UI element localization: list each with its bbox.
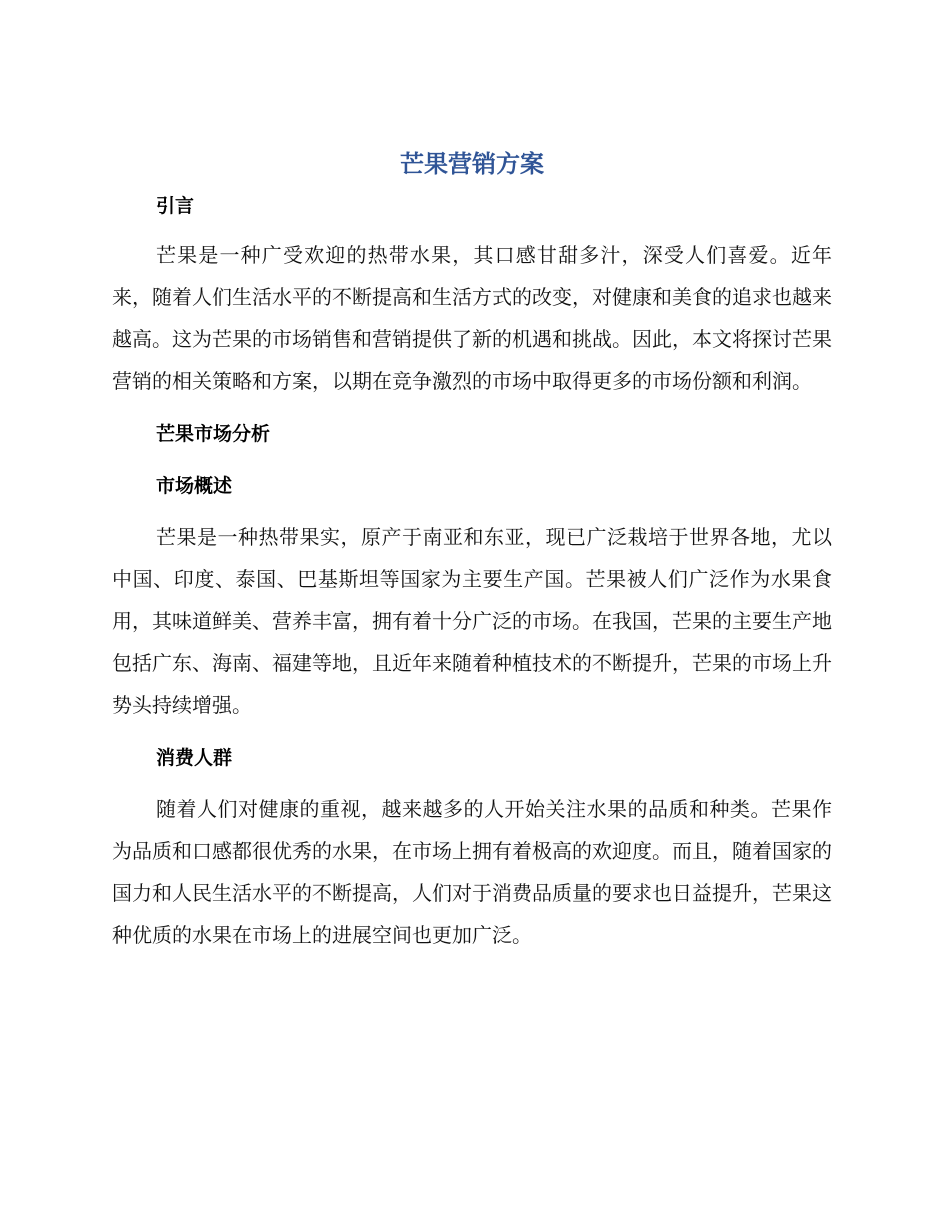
paragraph-market-overview: 芒果是一种热带果实，原产于南亚和东亚，现已广泛栽培于世界各地，尤以中国、印度、泰国、巴基斯坦等国家为主要生产国。芒果被人们广泛作为水果食用，其味道鲜美、营养丰富，拥有着十分广泛的市场。在我国，芒果的主要生产地包括广东、海南、福建等地，且近年来随着种植技术的不断提升，芒果的市场上升势头持续增强。 xyxy=(112,525,832,717)
section-heading-consumers: 消费人群 xyxy=(156,747,233,769)
document-body xyxy=(112,142,832,956)
section-heading-market-overview: 市场概述 xyxy=(156,475,233,497)
document-title: 芒果营销方案 xyxy=(400,150,544,178)
paragraph-introduction: 芒果是一种广受欢迎的热带水果，其口感甘甜多汁，深受人们喜爱。近年来，随着人们生活水平的不断提高和生活方式的改变，对健康和美食的追求也越来越高。这为芒果的市场销售和营销提供了新的机遇和挑战。因此，本文将探讨芒果营销的相关策略和方案，以期在竞争激烈的市场中取得更多的市场份额和利润。 xyxy=(112,243,832,393)
paragraph-consumers: 随着人们对健康的重视，越来越多的人开始关注水果的品质和种类。芒果作为品质和口感都很优秀的水果，在市场上拥有着极高的欢迎度。而且，随着国家的国力和人民生活水平的不断提高，人们对于消费品质量的要求也日益提升，芒果这种优质的水果在市场上的进展空间也更加广泛。 xyxy=(112,797,832,947)
section-heading-market-analysis: 芒果市场分析 xyxy=(156,423,271,445)
section-heading-introduction: 引言 xyxy=(156,195,195,217)
